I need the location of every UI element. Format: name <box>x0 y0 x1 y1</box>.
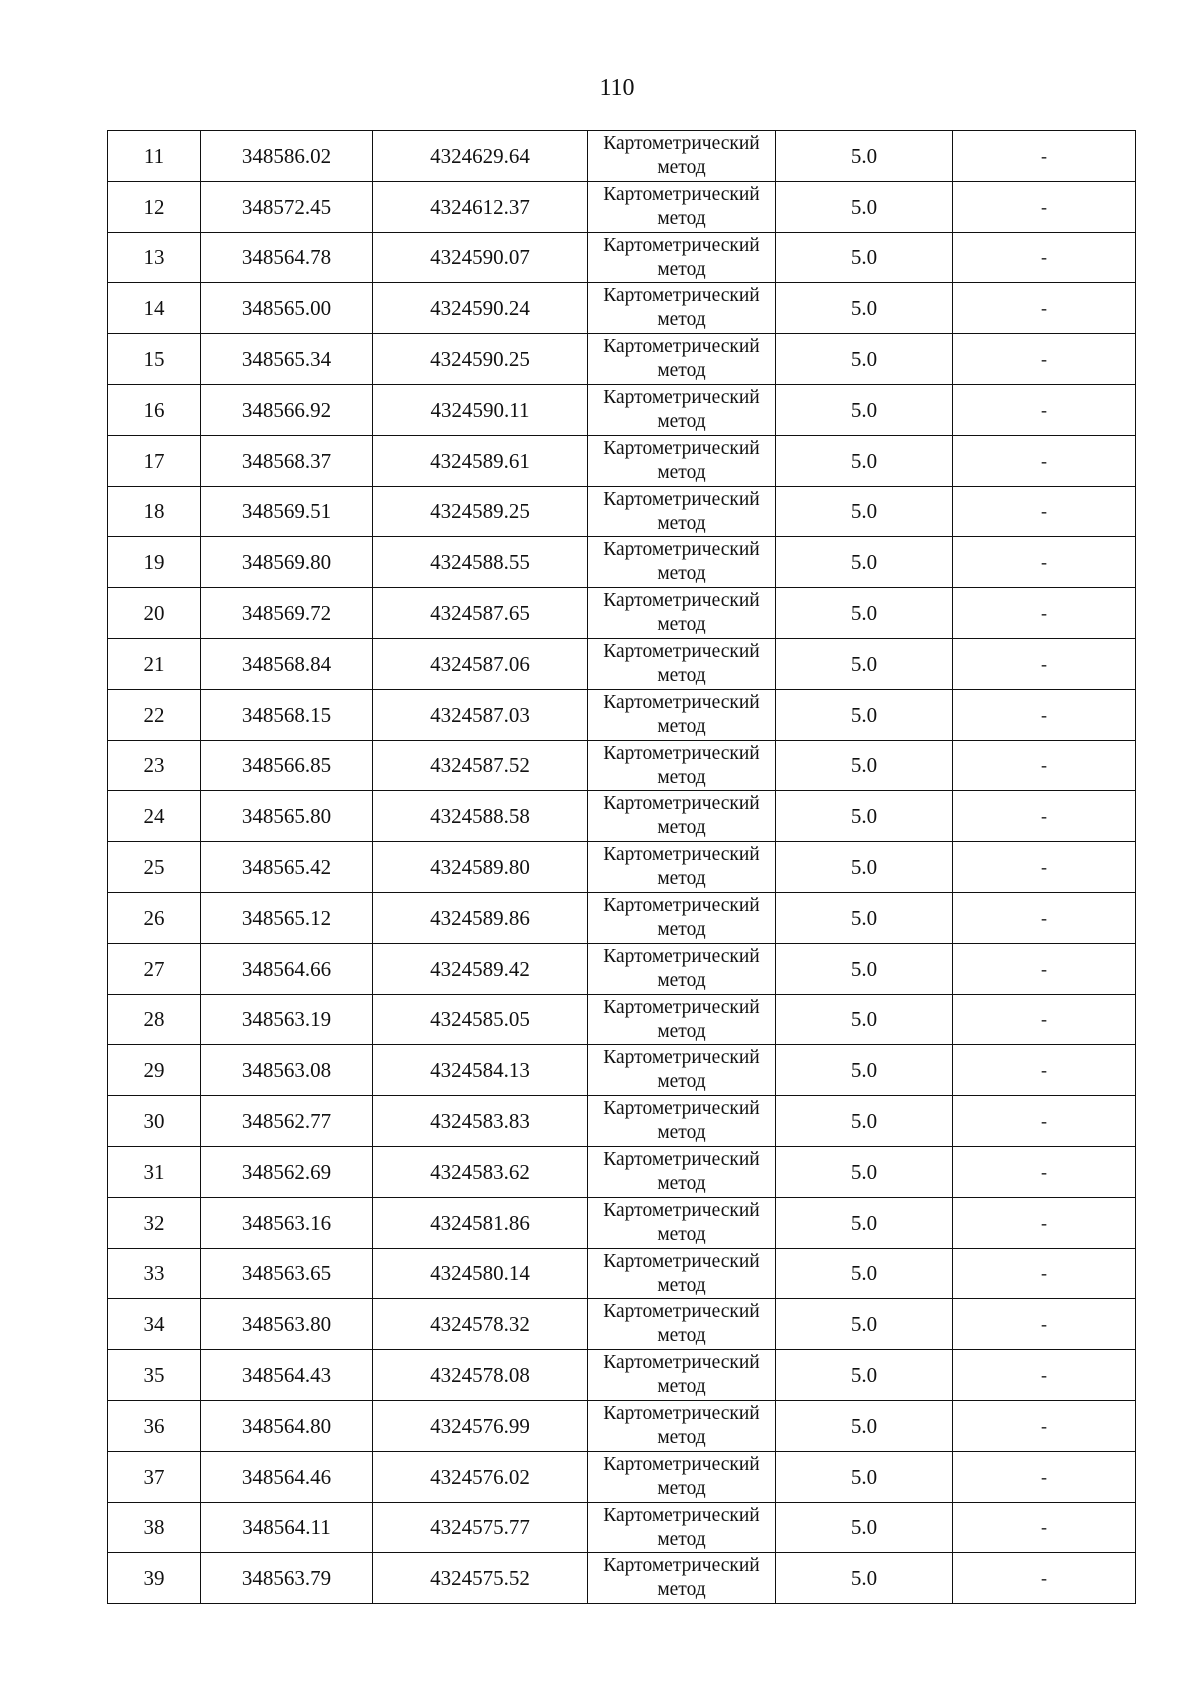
method-cell <box>588 1197 776 1248</box>
method-cell <box>588 131 776 182</box>
coordinates-table-body <box>108 131 1136 1604</box>
method-line-1: Картометрический <box>603 1352 760 1374</box>
method-line-1: Картометрический <box>603 945 760 967</box>
x-coordinate-cell: 348563.19 <box>201 994 373 1045</box>
page-number: 110 <box>599 75 635 101</box>
note-cell: - <box>953 740 1136 791</box>
note-cell: - <box>953 435 1136 486</box>
method-line-2: метод <box>657 410 706 432</box>
point-number-cell: 32 <box>108 1197 201 1248</box>
method-cell <box>588 435 776 486</box>
method-line-1: Картометрический <box>603 1301 760 1323</box>
method-line-2: метод <box>657 614 706 636</box>
method-line-1: Картометрический <box>603 133 760 154</box>
y-coordinate-cell: 4324575.52 <box>373 1553 588 1604</box>
x-coordinate-cell: 348568.84 <box>201 638 373 689</box>
point-number-cell: 12 <box>108 181 201 232</box>
note-cell: - <box>953 1400 1136 1451</box>
point-number-cell: 29 <box>108 1045 201 1096</box>
accuracy-cell: 5.0 <box>776 1451 953 1502</box>
method-line-2: метод <box>657 309 706 331</box>
y-coordinate-cell: 4324587.06 <box>373 638 588 689</box>
point-number-cell: 39 <box>108 1553 201 1604</box>
method-line-1: Картометрический <box>603 234 760 256</box>
method-line-2: метод <box>657 1071 706 1093</box>
method-line-2: метод <box>657 1274 706 1296</box>
accuracy-cell: 5.0 <box>776 283 953 334</box>
method-cell <box>588 537 776 588</box>
note-cell: - <box>953 638 1136 689</box>
note-cell: - <box>953 1248 1136 1299</box>
method-line-2: метод <box>657 817 706 839</box>
x-coordinate-cell: 348572.45 <box>201 181 373 232</box>
method-line-2: метод <box>657 1376 706 1398</box>
x-coordinate-cell: 348565.12 <box>201 892 373 943</box>
method-line-2: метод <box>657 1122 706 1144</box>
x-coordinate-cell: 348568.37 <box>201 435 373 486</box>
method-cell <box>588 1299 776 1350</box>
table-row <box>108 588 1136 639</box>
x-coordinate-cell: 348564.78 <box>201 232 373 283</box>
y-coordinate-cell: 4324629.64 <box>373 131 588 182</box>
method-line-1: Картометрический <box>603 1453 760 1475</box>
method-line-1: Картометрический <box>603 437 760 459</box>
point-number-cell: 37 <box>108 1451 201 1502</box>
point-number-cell: 18 <box>108 486 201 537</box>
table-row <box>108 486 1136 537</box>
y-coordinate-cell: 4324584.13 <box>373 1045 588 1096</box>
table-row <box>108 1400 1136 1451</box>
accuracy-cell: 5.0 <box>776 842 953 893</box>
method-cell <box>588 283 776 334</box>
method-line-1: Картометрический <box>603 539 760 561</box>
y-coordinate-cell: 4324590.07 <box>373 232 588 283</box>
point-number-cell: 11 <box>108 131 201 182</box>
point-number-cell: 26 <box>108 892 201 943</box>
method-line-2: метод <box>657 1579 706 1601</box>
method-line-1: Картометрический <box>603 1047 760 1069</box>
method-line-2: метод <box>657 1223 706 1245</box>
note-cell: - <box>953 1451 1136 1502</box>
method-line-1: Картометрический <box>603 793 760 815</box>
method-line-1: Картометрический <box>603 1402 760 1424</box>
method-line-2: метод <box>657 1477 706 1499</box>
note-cell: - <box>953 1197 1136 1248</box>
method-line-1: Картометрический <box>603 742 760 764</box>
x-coordinate-cell: 348564.80 <box>201 1400 373 1451</box>
point-number-cell: 15 <box>108 334 201 385</box>
table-row <box>108 842 1136 893</box>
accuracy-cell: 5.0 <box>776 638 953 689</box>
accuracy-cell: 5.0 <box>776 689 953 740</box>
table-row <box>108 334 1136 385</box>
method-line-2: метод <box>657 512 706 534</box>
x-coordinate-cell: 348563.16 <box>201 1197 373 1248</box>
y-coordinate-cell: 4324575.77 <box>373 1502 588 1553</box>
note-cell: - <box>953 689 1136 740</box>
accuracy-cell: 5.0 <box>776 892 953 943</box>
accuracy-cell: 5.0 <box>776 1299 953 1350</box>
method-cell <box>588 232 776 283</box>
table-row <box>108 1299 1136 1350</box>
y-coordinate-cell: 4324589.25 <box>373 486 588 537</box>
y-coordinate-cell: 4324587.03 <box>373 689 588 740</box>
method-line-1: Картометрический <box>603 183 760 205</box>
table-row <box>108 435 1136 486</box>
table-row <box>108 232 1136 283</box>
point-number-cell: 28 <box>108 994 201 1045</box>
note-cell: - <box>953 943 1136 994</box>
note-cell: - <box>953 181 1136 232</box>
x-coordinate-cell: 348565.80 <box>201 791 373 842</box>
point-number-cell: 38 <box>108 1502 201 1553</box>
point-number-cell: 19 <box>108 537 201 588</box>
accuracy-cell: 5.0 <box>776 232 953 283</box>
x-coordinate-cell: 348564.46 <box>201 1451 373 1502</box>
note-cell: - <box>953 1045 1136 1096</box>
method-line-1: Картометрический <box>603 1504 760 1526</box>
method-line-1: Картометрический <box>603 336 760 358</box>
method-cell <box>588 1400 776 1451</box>
method-line-2: метод <box>657 766 706 788</box>
point-number-cell: 21 <box>108 638 201 689</box>
method-line-2: метод <box>657 1020 706 1042</box>
table-row <box>108 283 1136 334</box>
table-row <box>108 740 1136 791</box>
x-coordinate-cell: 348566.85 <box>201 740 373 791</box>
accuracy-cell: 5.0 <box>776 588 953 639</box>
note-cell: - <box>953 994 1136 1045</box>
y-coordinate-cell: 4324580.14 <box>373 1248 588 1299</box>
method-cell <box>588 486 776 537</box>
method-cell <box>588 1350 776 1401</box>
method-line-1: Картометрический <box>603 691 760 713</box>
method-cell <box>588 384 776 435</box>
table-row <box>108 384 1136 435</box>
method-line-1: Картометрический <box>603 844 760 866</box>
accuracy-cell: 5.0 <box>776 1502 953 1553</box>
y-coordinate-cell: 4324589.61 <box>373 435 588 486</box>
note-cell: - <box>953 334 1136 385</box>
table-row <box>108 181 1136 232</box>
method-cell <box>588 943 776 994</box>
y-coordinate-cell: 4324590.25 <box>373 334 588 385</box>
method-line-1: Картометрический <box>603 488 760 510</box>
x-coordinate-cell: 348563.65 <box>201 1248 373 1299</box>
x-coordinate-cell: 348564.11 <box>201 1502 373 1553</box>
table-row <box>108 892 1136 943</box>
method-line-2: метод <box>657 1325 706 1347</box>
point-number-cell: 27 <box>108 943 201 994</box>
accuracy-cell: 5.0 <box>776 1096 953 1147</box>
note-cell: - <box>953 131 1136 182</box>
accuracy-cell: 5.0 <box>776 435 953 486</box>
y-coordinate-cell: 4324612.37 <box>373 181 588 232</box>
x-coordinate-cell: 348569.80 <box>201 537 373 588</box>
note-cell: - <box>953 791 1136 842</box>
y-coordinate-cell: 4324581.86 <box>373 1197 588 1248</box>
point-number-cell: 33 <box>108 1248 201 1299</box>
x-coordinate-cell: 348562.77 <box>201 1096 373 1147</box>
method-line-1: Картометрический <box>603 590 760 612</box>
method-cell <box>588 588 776 639</box>
accuracy-cell: 5.0 <box>776 994 953 1045</box>
table-row <box>108 1248 1136 1299</box>
note-cell: - <box>953 1553 1136 1604</box>
method-line-1: Картометрический <box>603 386 760 408</box>
note-cell: - <box>953 384 1136 435</box>
method-line-2: метод <box>657 1426 706 1448</box>
point-number-cell: 24 <box>108 791 201 842</box>
point-number-cell: 13 <box>108 232 201 283</box>
x-coordinate-cell: 348564.43 <box>201 1350 373 1401</box>
accuracy-cell: 5.0 <box>776 1197 953 1248</box>
note-cell: - <box>953 486 1136 537</box>
point-number-cell: 30 <box>108 1096 201 1147</box>
note-cell: - <box>953 537 1136 588</box>
method-line-2: метод <box>657 461 706 483</box>
y-coordinate-cell: 4324590.24 <box>373 283 588 334</box>
point-number-cell: 35 <box>108 1350 201 1401</box>
table-row <box>108 943 1136 994</box>
method-cell <box>588 181 776 232</box>
y-coordinate-cell: 4324576.99 <box>373 1400 588 1451</box>
accuracy-cell: 5.0 <box>776 486 953 537</box>
y-coordinate-cell: 4324589.80 <box>373 842 588 893</box>
method-line-1: Картометрический <box>603 996 760 1018</box>
note-cell: - <box>953 1350 1136 1401</box>
table-row <box>108 1502 1136 1553</box>
method-line-1: Картометрический <box>603 894 760 916</box>
coordinates-table <box>107 130 1136 1604</box>
table-row <box>108 1096 1136 1147</box>
method-line-2: метод <box>657 1172 706 1194</box>
method-cell <box>588 1248 776 1299</box>
x-coordinate-cell: 348565.00 <box>201 283 373 334</box>
method-line-2: метод <box>657 969 706 991</box>
y-coordinate-cell: 4324585.05 <box>373 994 588 1045</box>
point-number-cell: 34 <box>108 1299 201 1350</box>
table-row <box>108 689 1136 740</box>
x-coordinate-cell: 348568.15 <box>201 689 373 740</box>
method-cell <box>588 1096 776 1147</box>
y-coordinate-cell: 4324589.42 <box>373 943 588 994</box>
point-number-cell: 22 <box>108 689 201 740</box>
method-cell <box>588 892 776 943</box>
point-number-cell: 23 <box>108 740 201 791</box>
y-coordinate-cell: 4324590.11 <box>373 384 588 435</box>
method-cell <box>588 791 776 842</box>
y-coordinate-cell: 4324576.02 <box>373 1451 588 1502</box>
method-line-2: метод <box>657 207 706 229</box>
x-coordinate-cell: 348565.42 <box>201 842 373 893</box>
method-line-2: метод <box>657 715 706 737</box>
note-cell: - <box>953 232 1136 283</box>
accuracy-cell: 5.0 <box>776 1248 953 1299</box>
method-line-2: метод <box>657 664 706 686</box>
method-cell <box>588 842 776 893</box>
method-line-2: метод <box>657 868 706 890</box>
point-number-cell: 16 <box>108 384 201 435</box>
method-line-2: метод <box>657 1528 706 1550</box>
accuracy-cell: 5.0 <box>776 384 953 435</box>
y-coordinate-cell: 4324583.62 <box>373 1146 588 1197</box>
x-coordinate-cell: 348569.72 <box>201 588 373 639</box>
y-coordinate-cell: 4324589.86 <box>373 892 588 943</box>
accuracy-cell: 5.0 <box>776 791 953 842</box>
point-number-cell: 17 <box>108 435 201 486</box>
method-cell <box>588 994 776 1045</box>
x-coordinate-cell: 348566.92 <box>201 384 373 435</box>
x-coordinate-cell: 348565.34 <box>201 334 373 385</box>
note-cell: - <box>953 1096 1136 1147</box>
x-coordinate-cell: 348562.69 <box>201 1146 373 1197</box>
x-coordinate-cell: 348564.66 <box>201 943 373 994</box>
note-cell: - <box>953 892 1136 943</box>
note-cell: - <box>953 1502 1136 1553</box>
method-cell <box>588 1146 776 1197</box>
table-row <box>108 537 1136 588</box>
table-row <box>108 1197 1136 1248</box>
table-row <box>108 994 1136 1045</box>
method-cell <box>588 1553 776 1604</box>
accuracy-cell: 5.0 <box>776 1146 953 1197</box>
note-cell: - <box>953 283 1136 334</box>
y-coordinate-cell: 4324583.83 <box>373 1096 588 1147</box>
table-row <box>108 1350 1136 1401</box>
accuracy-cell: 5.0 <box>776 1045 953 1096</box>
note-cell: - <box>953 1299 1136 1350</box>
table-row <box>108 638 1136 689</box>
y-coordinate-cell: 4324588.55 <box>373 537 588 588</box>
table-row <box>108 1045 1136 1096</box>
method-cell <box>588 1451 776 1502</box>
method-cell <box>588 1045 776 1096</box>
method-cell <box>588 1502 776 1553</box>
method-line-1: Картометрический <box>603 640 760 662</box>
table-row <box>108 1146 1136 1197</box>
note-cell: - <box>953 588 1136 639</box>
y-coordinate-cell: 4324587.52 <box>373 740 588 791</box>
y-coordinate-cell: 4324587.65 <box>373 588 588 639</box>
accuracy-cell: 5.0 <box>776 334 953 385</box>
method-cell <box>588 638 776 689</box>
method-line-1: Картометрический <box>603 1148 760 1170</box>
accuracy-cell: 5.0 <box>776 1350 953 1401</box>
point-number-cell: 31 <box>108 1146 201 1197</box>
point-number-cell: 14 <box>108 283 201 334</box>
table-row <box>108 1553 1136 1604</box>
method-line-1: Картометрический <box>603 1098 760 1120</box>
method-line-2: метод <box>657 360 706 382</box>
accuracy-cell: 5.0 <box>776 537 953 588</box>
method-cell <box>588 334 776 385</box>
table-row <box>108 1451 1136 1502</box>
y-coordinate-cell: 4324578.08 <box>373 1350 588 1401</box>
method-line-2: метод <box>657 563 706 585</box>
accuracy-cell: 5.0 <box>776 131 953 182</box>
x-coordinate-cell: 348563.08 <box>201 1045 373 1096</box>
table-row <box>108 791 1136 842</box>
x-coordinate-cell: 348563.80 <box>201 1299 373 1350</box>
table-row <box>108 131 1136 182</box>
accuracy-cell: 5.0 <box>776 1400 953 1451</box>
y-coordinate-cell: 4324588.58 <box>373 791 588 842</box>
method-cell <box>588 689 776 740</box>
method-line-1: Картометрический <box>603 1199 760 1221</box>
method-line-1: Картометрический <box>603 1250 760 1272</box>
accuracy-cell: 5.0 <box>776 181 953 232</box>
x-coordinate-cell: 348569.51 <box>201 486 373 537</box>
method-line-2: метод <box>657 258 706 280</box>
point-number-cell: 25 <box>108 842 201 893</box>
x-coordinate-cell: 348586.02 <box>201 131 373 182</box>
accuracy-cell: 5.0 <box>776 740 953 791</box>
method-line-2: метод <box>657 157 706 178</box>
accuracy-cell: 5.0 <box>776 1553 953 1604</box>
accuracy-cell: 5.0 <box>776 943 953 994</box>
note-cell: - <box>953 1146 1136 1197</box>
method-line-2: метод <box>657 918 706 940</box>
y-coordinate-cell: 4324578.32 <box>373 1299 588 1350</box>
method-cell <box>588 740 776 791</box>
x-coordinate-cell: 348563.79 <box>201 1553 373 1604</box>
note-cell: - <box>953 842 1136 893</box>
method-line-1: Картометрический <box>603 285 760 307</box>
point-number-cell: 36 <box>108 1400 201 1451</box>
method-line-1: Картометрический <box>603 1555 760 1577</box>
point-number-cell: 20 <box>108 588 201 639</box>
